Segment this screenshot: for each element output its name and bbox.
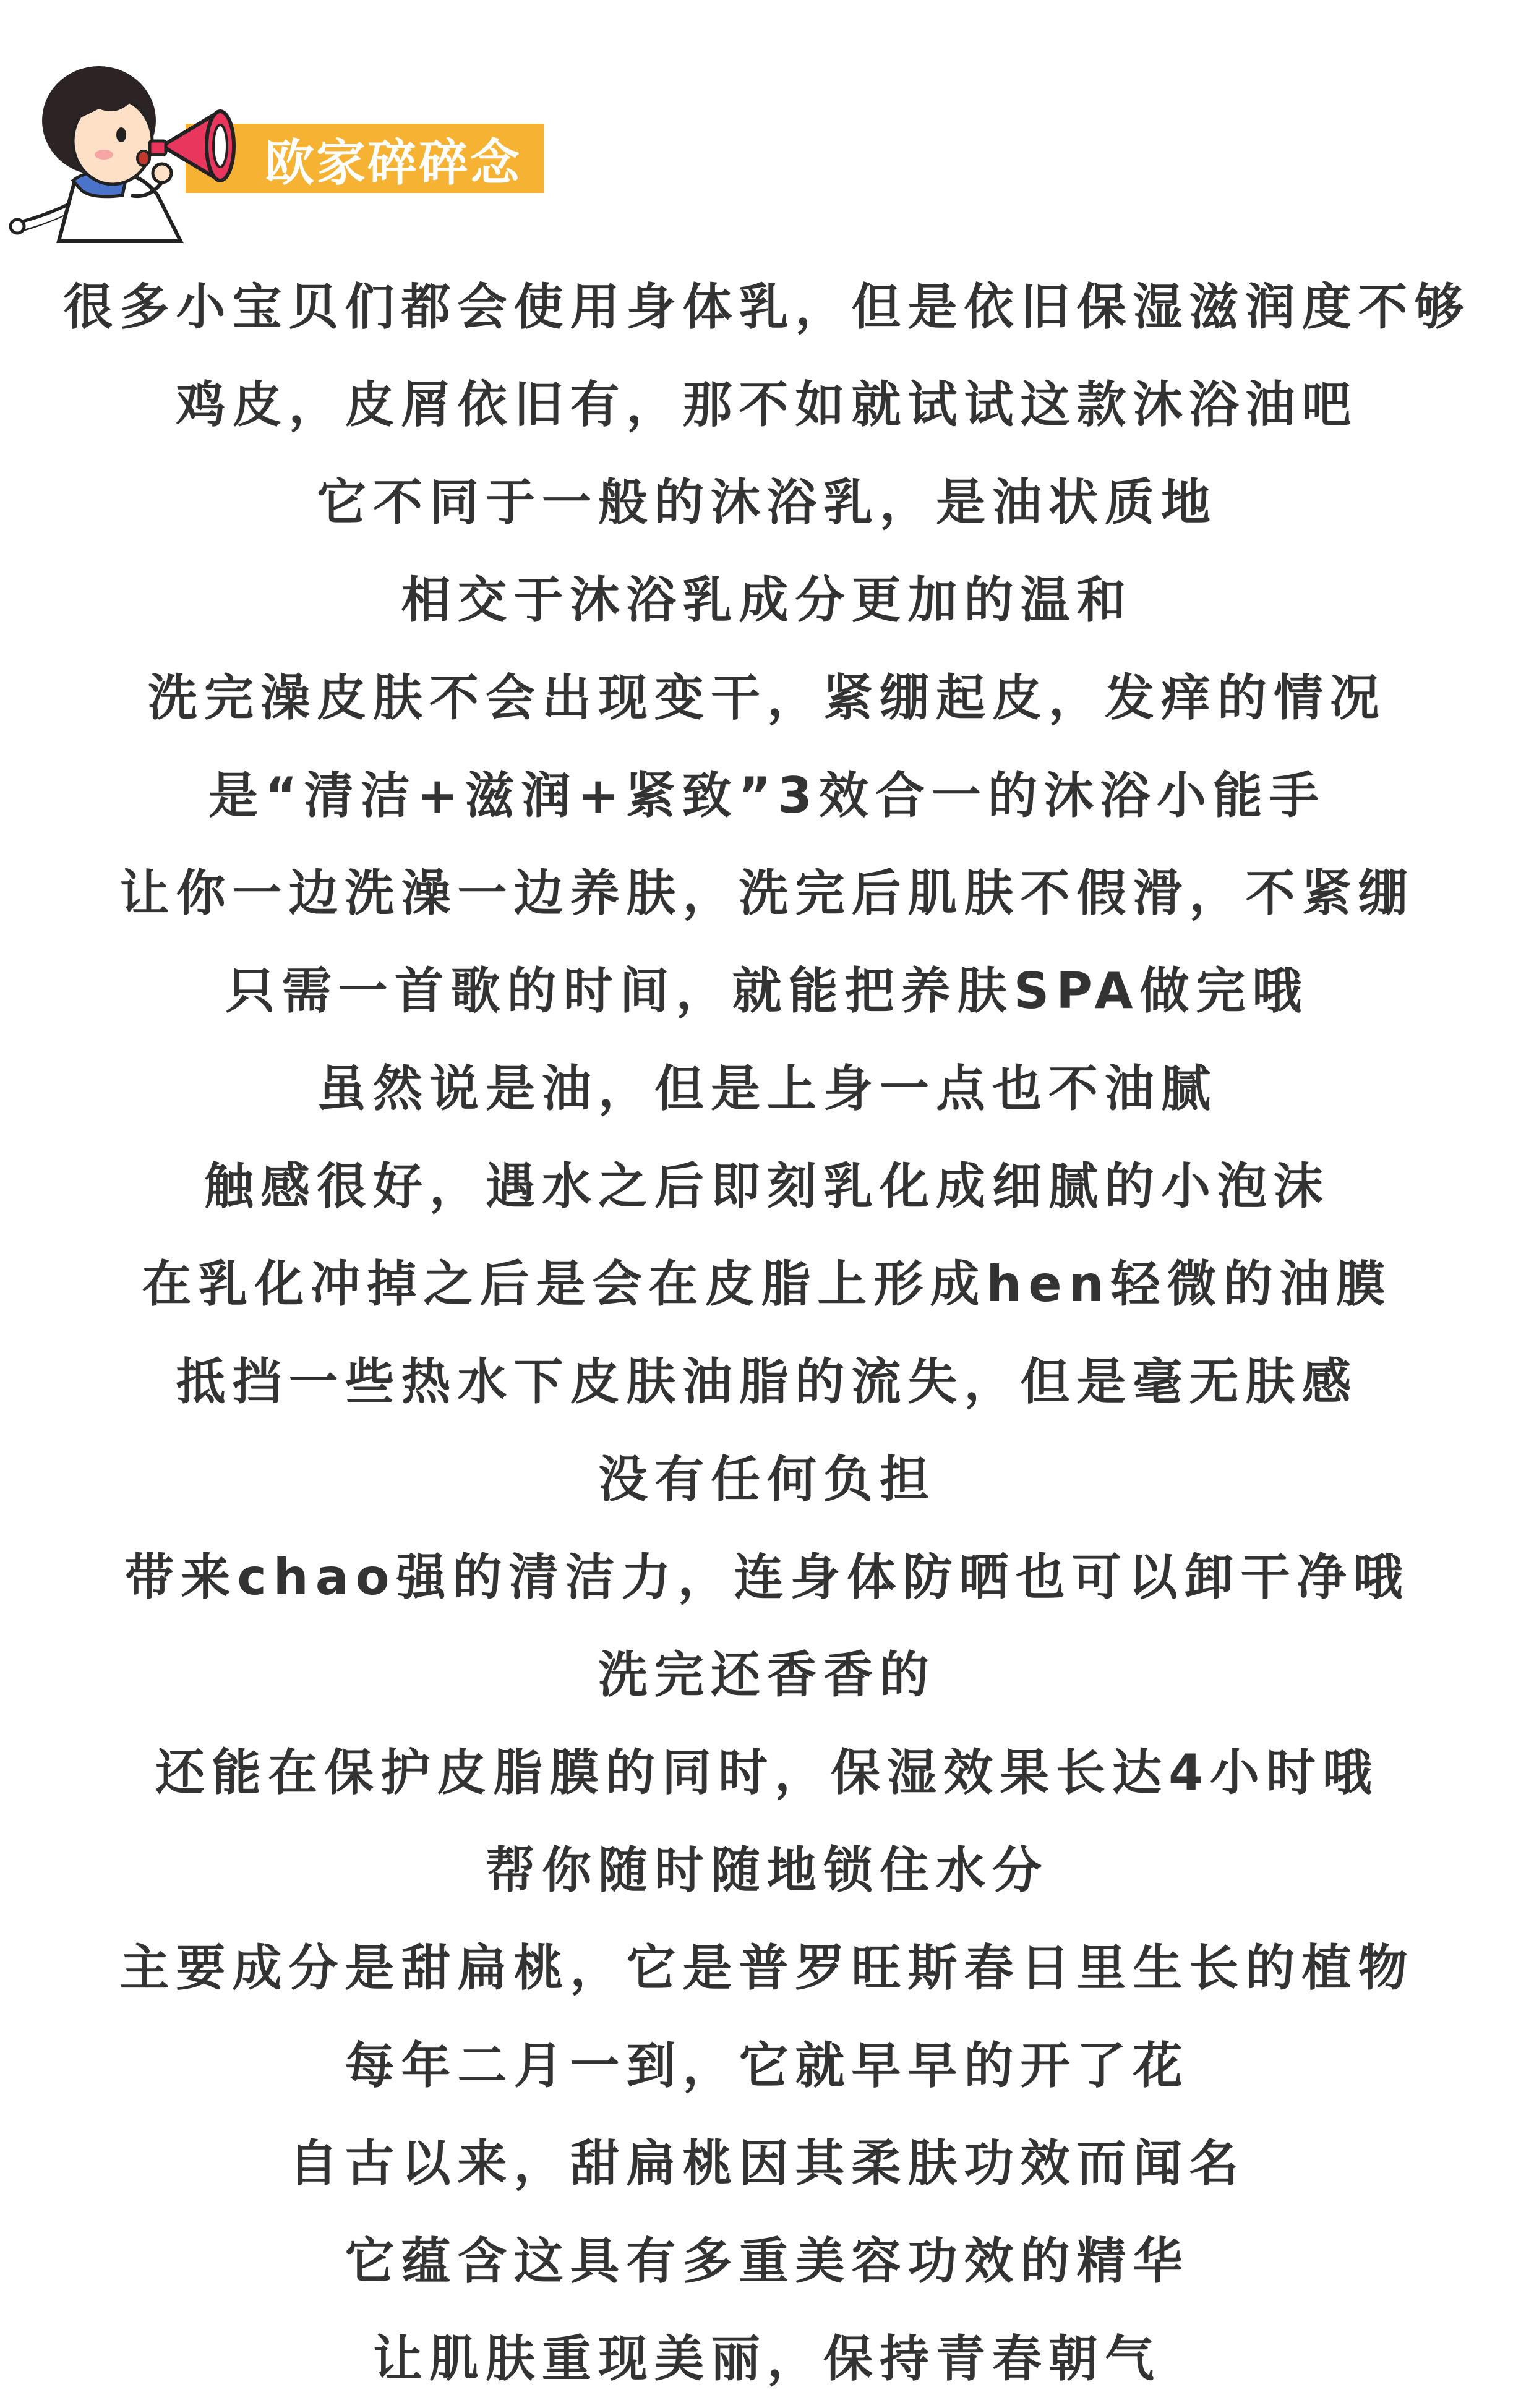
megaphone-girl-icon [0,37,260,247]
text-line: 在乳化冲掉之后是会在皮脂上形成hen轻微的油膜 [142,1255,1392,1313]
text-line: 是“清洁+滋润+紧致”3效合一的沐浴小能手 [208,767,1326,824]
text-line: 让肌肤重现美丽，保持青春朝气 [373,2330,1161,2388]
text-line: 自古以来，甜扁桃因其柔肤功效而闻名 [288,2135,1246,2192]
text-line: 相交于沐浴乳成分更加的温和 [401,571,1133,629]
section-title: 欧家碎碎念 [265,134,521,192]
text-line: 没有任何负担 [598,1451,936,1508]
text-line: 每年二月一到，它就早早的开了花 [345,2037,1189,2094]
text-line: 它蕴含这具有多重美容功效的精华 [345,2232,1189,2290]
text-line: 触感很好，遇水之后即刻乳化成细腻的小泡沫 [204,1158,1330,1215]
article-body [37,258,1497,2408]
text-line: 还能在保护皮脂膜的同时，保湿效果长达4小时哦 [155,1744,1379,1801]
text-line: 让你一边洗澡一边养肤，洗完后肌肤不假滑，不紧绷 [119,865,1415,922]
text-line: 虽然说是油，但是上身一点也不油腻 [317,1060,1217,1117]
text-line: 主要成分是甜扁桃，它是普罗旺斯春日里生长的植物 [119,1939,1415,1997]
text-line: 它不同于一般的沐浴乳，是油状质地 [317,474,1217,531]
text-line: 洗完还香香的 [598,1646,936,1704]
text-line: 帮你随时随地锁住水分 [486,1842,1048,1899]
text-line: 抵挡一些热水下皮肤油脂的流失，但是毫无肤感 [176,1353,1358,1411]
text-line: 鸡皮，皮屑依旧有，那不如就试试这款沐浴油吧 [176,376,1358,433]
text-line: 很多小宝贝们都会使用身体乳，但是依旧保湿滋润度不够 [63,278,1471,336]
text-line: 带来chao强的清洁力，连身体防晒也可以卸干净哦 [124,1548,1410,1606]
text-line: 只需一首歌的时间，就能把养肤SPA做完哦 [225,962,1309,1020]
text-line: 洗完澡皮肤不会出现变干，紧绷起皮，发痒的情况 [148,669,1386,727]
section-header [0,0,1534,247]
